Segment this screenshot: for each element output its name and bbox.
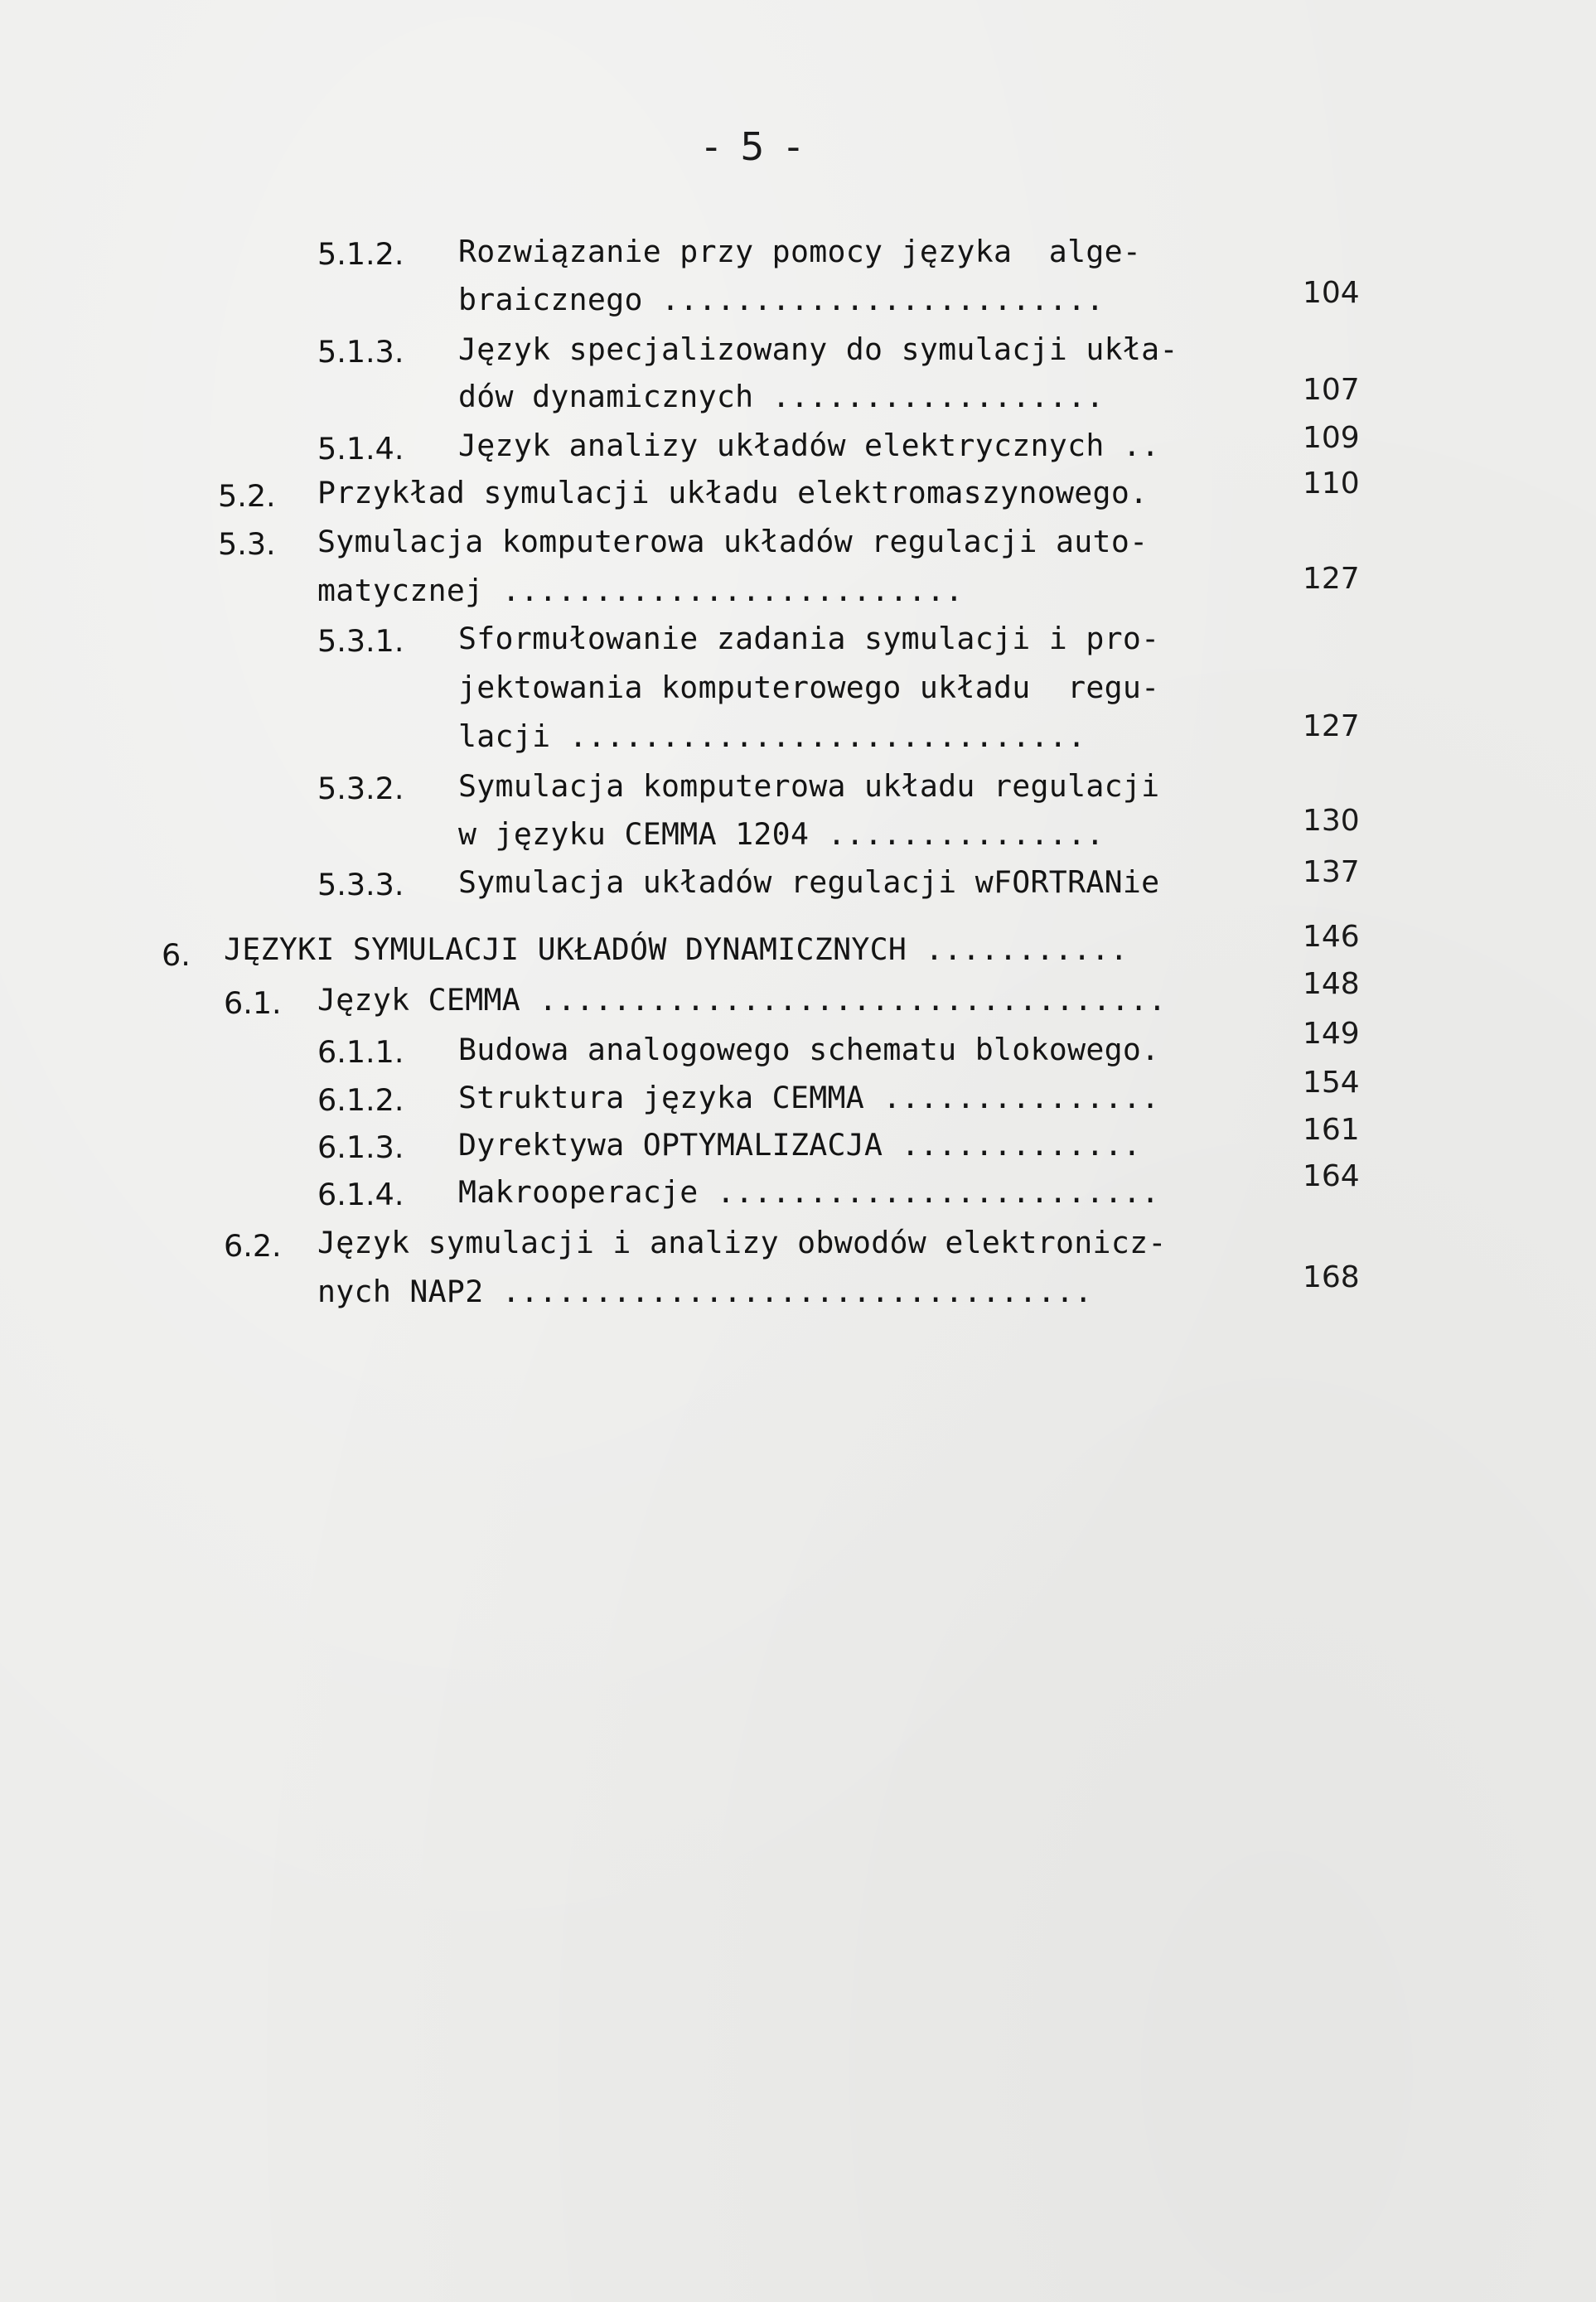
- toc-entry-number: 5.3.3.: [317, 867, 404, 902]
- toc-entry-number: 5.1.3.: [317, 334, 404, 370]
- toc-entry-text: Budowa analogowego schematu blokowego.: [458, 1032, 1160, 1067]
- toc-entry-number: 6.: [162, 937, 191, 973]
- toc-entry-page: 110: [1303, 467, 1360, 501]
- toc-entry-number: 5.3.1.: [317, 623, 404, 659]
- toc-entry-number: 6.1.3.: [317, 1129, 404, 1165]
- toc-entry-text: braicznego ........................: [458, 282, 1105, 317]
- toc-entry-number: 6.1.: [224, 985, 282, 1021]
- toc-entry-page: 154: [1303, 1066, 1360, 1100]
- toc-entry-text: nych NAP2 ................................: [317, 1274, 1093, 1309]
- toc-entry-page: 168: [1303, 1260, 1360, 1294]
- toc-entry-text: Przykład symulacji układu elektromaszynowego.: [317, 475, 1149, 510]
- toc-entry-page: 164: [1303, 1159, 1360, 1193]
- toc-entry-page: 148: [1303, 967, 1360, 1001]
- toc-entry-text: Dyrektywa OPTYMALIZACJA .............: [458, 1127, 1142, 1163]
- toc-entry-text: Rozwiązanie przy pomocy języka alge-: [458, 234, 1142, 269]
- toc-entry-text: Język CEMMA ..................................: [317, 982, 1167, 1018]
- toc-entry-page: 137: [1303, 855, 1360, 889]
- toc-entry-page: 127: [1303, 562, 1360, 596]
- toc-entry-text: Makrooperacje ........................: [458, 1174, 1160, 1210]
- page-number: - 5 -: [704, 124, 805, 169]
- toc-entry-number: 6.1.1.: [317, 1034, 404, 1070]
- toc-entry-page: 104: [1303, 276, 1360, 310]
- toc-entry-text: Symulacja układów regulacji wFORTRANie: [458, 864, 1160, 900]
- toc-entry-page: 107: [1303, 373, 1360, 407]
- toc-entry-number: 5.3.2.: [317, 771, 404, 806]
- toc-entry-text: Język specjalizowany do symulacji ukła-: [458, 331, 1178, 367]
- toc-entry-text: lacji ............................: [458, 718, 1086, 754]
- toc-entry-page: 127: [1303, 709, 1360, 743]
- toc-entry-number: 6.1.4.: [317, 1177, 404, 1212]
- toc-entry-text: matycznej .........................: [317, 573, 964, 608]
- toc-entry-number: 6.2.: [224, 1228, 282, 1264]
- toc-entry-number: 5.1.2.: [317, 236, 404, 272]
- toc-entry-page: 130: [1303, 804, 1360, 838]
- toc-entry-number: 5.2.: [218, 478, 276, 514]
- toc-entry-text: JĘZYKI SYMULACJI UKŁADÓW DYNAMICZNYCH ...........: [224, 931, 1129, 967]
- toc-entry-page: 109: [1303, 421, 1360, 455]
- toc-entry-text: Język analizy układów elektrycznych ..: [458, 428, 1160, 463]
- toc-entry-number: 6.1.2.: [317, 1082, 404, 1118]
- toc-entry-number: 5.1.4.: [317, 431, 404, 467]
- toc-entry-text: jektowania komputerowego układu regu-: [458, 670, 1160, 705]
- toc-entry-text: Język symulacji i analizy obwodów elektronicz-: [317, 1225, 1167, 1260]
- toc-entry-text: Symulacja komputerowa układu regulacji: [458, 768, 1160, 804]
- toc-entry-text: Struktura języka CEMMA ...............: [458, 1080, 1160, 1115]
- toc-entry-text: Symulacja komputerowa układów regulacji auto-: [317, 524, 1149, 559]
- toc-entry-number: 5.3.: [218, 526, 276, 562]
- toc-entry-text: Sformułowanie zadania symulacji i pro-: [458, 621, 1160, 656]
- toc-entry-page: 149: [1303, 1017, 1360, 1051]
- toc-entry-page: 161: [1303, 1113, 1360, 1147]
- toc-entry-text: dów dynamicznych ..................: [458, 379, 1105, 414]
- toc-entry-text: w języku CEMMA 1204 ...............: [458, 816, 1105, 852]
- toc-entry-page: 146: [1303, 920, 1360, 954]
